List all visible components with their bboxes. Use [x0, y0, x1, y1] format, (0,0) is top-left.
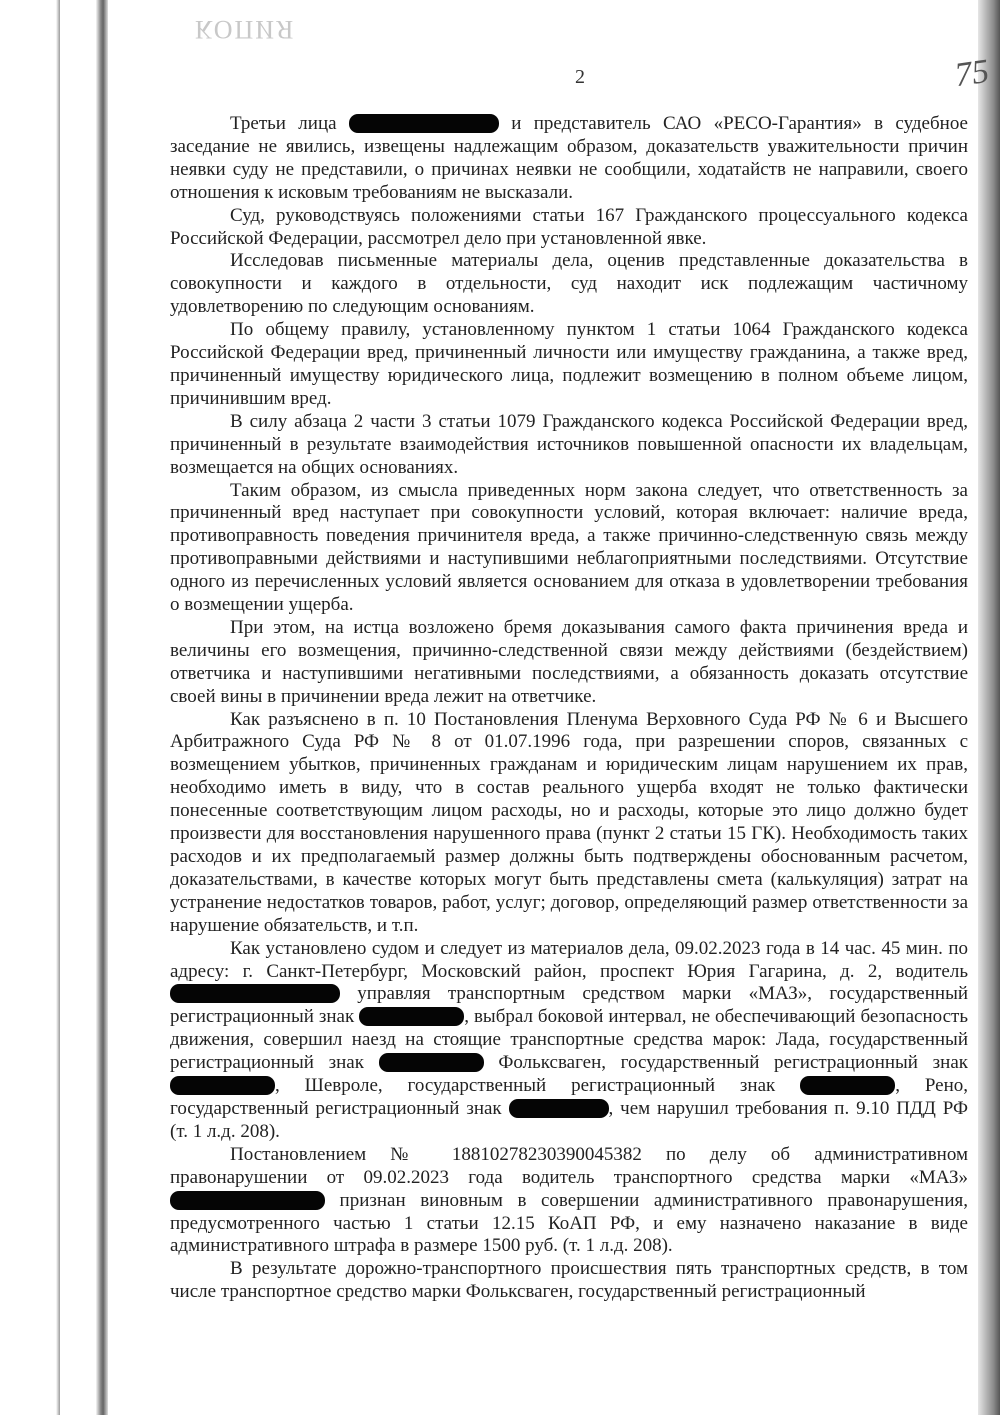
document-body: [170, 113, 968, 1304]
paragraph-article-1064: По общему правилу, установленному пунктом 1 статьи 1064 Гражданского кодекса Российской Федерации вред, причиненный личности или имуществу гражданина, а также вред, причиненный имуществу юридического лица, подлежит возмещению в полном объеме лицом, причинившим вред.: [170, 319, 968, 409]
paragraph-findings: Исследовав письменные материалы дела, оценив представленные доказательства в совокупности и каждого в отдельности, суд находит иск подлежащим частичному удовлетворению по следующим основаниям.: [170, 250, 968, 318]
handwritten-sheet-number: 75: [952, 52, 992, 95]
redaction-box: [170, 1191, 325, 1210]
paragraph-administrative-ruling: Постановлением № 18810278230390045382 по делу об административном правонарушении от 09.02.2023 года водитель транспортного средства марки «МАЗ» признан виновным в совершении административного правонарушения, предусмотренного частью 1 статьи 12.15 КоАП РФ, и ему назначено наказание в виде административного штрафа в размере 1500 руб. (т. 1 л.д. 208).: [170, 1143, 969, 1257]
scan-shadow-stripe: [96, 0, 108, 1415]
redaction-box: [349, 114, 499, 133]
scan-right-edge: [978, 0, 1000, 1415]
redaction-box: [170, 984, 340, 1003]
redaction-box: [800, 1076, 895, 1095]
paragraph-third-parties: Третьи лица и представитель САО «РЕСО-Гарантия» в судебное заседание не явились, извещены надлежащим образом, доказательств уважительности причин неявки суду не представили, о причинах неявки не сообщили, ходатайств не направили, своего отношения к исковым требованиям не высказали.: [170, 113, 968, 203]
redaction-box: [379, 1053, 484, 1072]
redaction-box: [359, 1007, 464, 1026]
paragraph-court-procedure: Суд, руководствуясь положениями статьи 167 Гражданского процессуального кодекса Российской Федерации, рассмотрел дело при установленной явке.: [170, 204, 968, 249]
paragraph-liability-conditions: Таким образом, из смысла приведенных норм закона следует, что ответственность за причиненный вред наступает при совокупности условий, которая включает: наличие вреда, противоправность поведения причинителя вреда, а также причинно-следственную связь между противоправными действиями и наступившими неблагоприятными последствиями. Отсутствие одного из перечисленных условий является основанием для отказа в удовлетворении требования о возмещении ущерба.: [170, 479, 968, 616]
paragraph-burden-of-proof: При этом, на истца возложено бремя доказывания самого факта причинения вреда и величины его возмещения, причинно-следственной связи между действиями (бездействием) ответчика и наступившими негативными последствиями, а обязанность доказать отсутствие своей вины в причинении вреда лежит на ответчике.: [170, 616, 968, 707]
bleed-through-stamp: КОПИЯ: [195, 15, 296, 44]
paragraph-damage-result: В результате дорожно-транспортного происшествия пять транспортных средств, в том числе транспортное средство марки Фольксваген, государственный регистрационный: [170, 1258, 968, 1303]
scan-left-edge: [0, 0, 60, 1415]
paragraph-plenum-clarification: Как разъяснено в п. 10 Постановления Пленума Верховного Суда РФ № 6 и Высшего Арбитражного Суда РФ № 8 от 01.07.1996 года, при разрешении споров, связанных с возмещением убытков, причиненных гражданам и юридическим лицам нарушением их прав, необходимо иметь в виду, что в состав реального ущерба входят не только фактически понесенные соответствующим лицом расходы, но и расходы, которые это лицо должно будет произвести для восстановления нарушенного права (пункт 2 статьи 15 ГК). Необходимость таких расходов и их предполагаемый размер должны быть подтверждены обоснованным расчетом, доказательствами, в качестве которых могут быть представлены смета (калькуляция) затрат на устранение недостатков товаров, работ, услуг; договор, определяющий размер ответственности за нарушение обязательств, и т.п.: [170, 708, 968, 936]
redaction-box: [170, 1076, 275, 1095]
redaction-box: [509, 1099, 609, 1118]
page-number: 2: [575, 66, 585, 88]
paragraph-article-1079: В силу абзаца 2 части 3 статьи 1079 Гражданского кодекса Российской Федерации вред, причиненный в результате взаимодействия источников повышенной опасности их владельцам, возмещается на общих основаниях.: [170, 410, 968, 478]
paragraph-accident-facts: Как установлено судом и следует из материалов дела, 09.02.2023 года в 14 час. 45 мин. по адресу: г. Санкт-Петербург, Московский район, проспект Юрия Гагарина, д. 2, водитель управляя транспортным средством марки «МАЗ», государственный регистрационный знак , выбрал боковой интервал, не обеспечивающий безопасность движения, совершил наезд на стоящие транспортные средства марок: Лада, государственный регистрационный знак Фольксваген, государственный регистрационный знак , Шевроле, государственный регистрационный знак , Рено, государственный регистрационный знак , чем нарушил требования п. 9.10 ПДД РФ (т. 1 л.д. 208).: [170, 937, 969, 1142]
